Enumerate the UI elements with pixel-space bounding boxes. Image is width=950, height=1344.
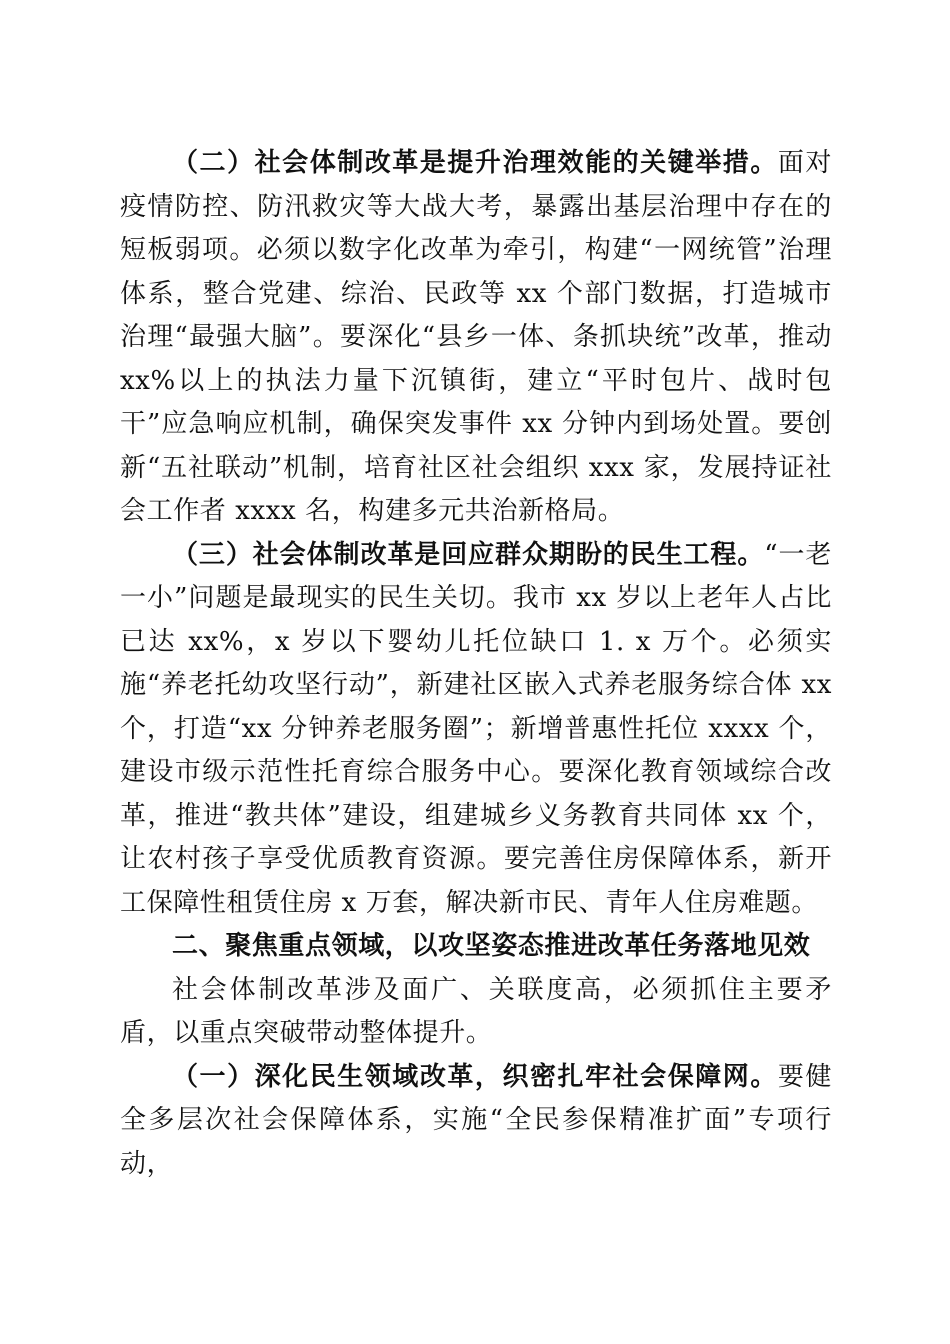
paragraph-lead: （三）社会体制改革是回应群众期盼的民生工程。: [172, 539, 765, 570]
paragraph-text: 要健全多层次社会保障体系，实施“全民参保精准扩面”专项行动，: [120, 1061, 832, 1179]
document-body: [120, 142, 832, 1186]
paragraph-governance: [120, 142, 832, 534]
paragraph-lead: （一）深化民生领域改革，织密扎牢社会保障网。: [172, 1061, 778, 1092]
paragraph-social-security: [120, 1056, 832, 1187]
paragraph-text: “一老一小”问题是最现实的民生关切。我市 xx 岁以上老年人占比已达 xx%，x 岁以下婴幼儿托位缺口 1. x 万个。必须实施“养老托幼攻坚行动”，新建社区嵌入式养老服务综合体 xx 个，打造“xx 分钟养老服务圈”；新增普惠性托位 xxxx 个，建设市级示范性托育综合服务中心。要深化教育领域综合改革，推进“教共体”建设，组建城乡义务教育共同体 xx 个，让农村孩子享受优质教育资源。要完善住房保障体系，新开工保障性租赁住房 x 万套，解决新市民、青年人住房难题。: [120, 539, 832, 918]
paragraph-livelihood: [120, 534, 832, 926]
section-heading: 二、聚焦重点领域，以攻坚姿态推进改革任务落地见效: [172, 931, 811, 961]
section-intro: 社会体制改革涉及面广、关联度高，必须抓住主要矛盾，以重点突破带动整体提升。: [120, 974, 832, 1048]
paragraph-text: 面对疫情防控、防汛救灾等大战大考，暴露出基层治理中存在的短板弱项。必须以数字化改革为牵引，构建“一网统管”治理体系，整合党建、综治、民政等 xx 个部门数据，打造城市治理“最强大脑”。要深化“县乡一体、条抓块统”改革，推动 xx%以上的执法力量下沉镇街，建立“平时包片、战时包干”应急响应机制，确保突发事件 xx 分钟内到场处置。要创新“五社联动”机制，培育社区社会组织 xxx 家，发展持证社会工作者 xxxx 名，构建多元共治新格局。: [120, 148, 832, 526]
paragraph-lead: （二）社会体制改革是提升治理效能的关键举措。: [172, 148, 778, 178]
